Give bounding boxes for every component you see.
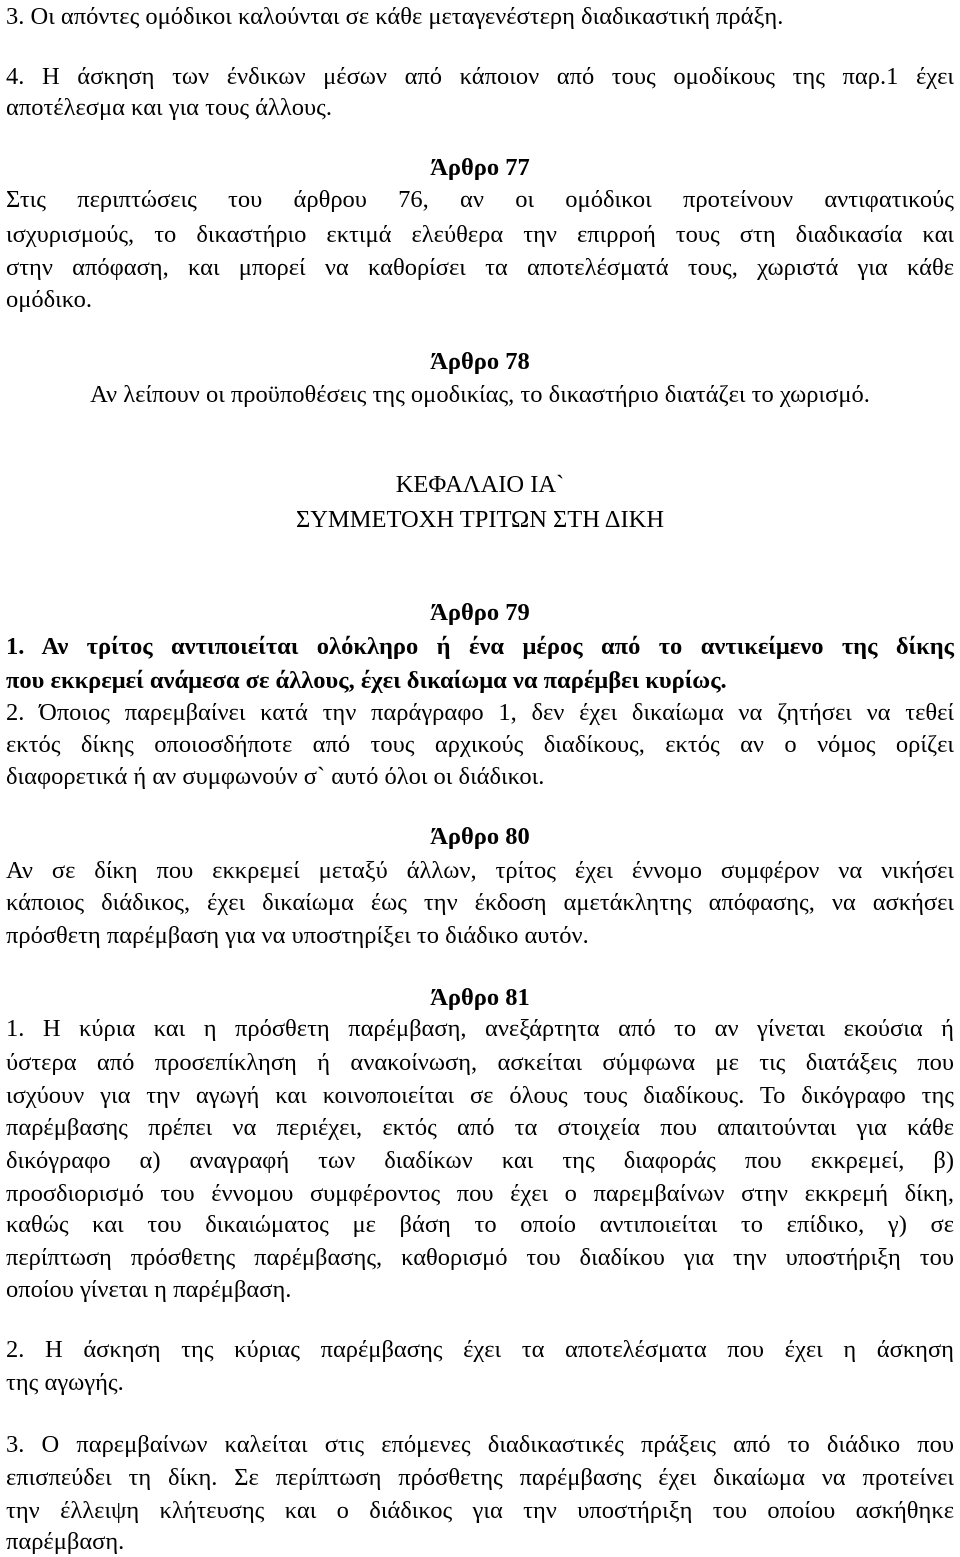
text-line: Αν σε δίκη που εκκρεμεί μεταξύ άλλων, τρίτος έχει έννομο συμφέρον να νικήσει: [6, 857, 954, 884]
article-heading: Άρθρο 80: [430, 823, 530, 850]
text-line: δικόγραφο α) αναγραφή των διαδίκων και της διαφοράς που εκκρεμεί, β): [6, 1147, 954, 1174]
text-line: ισχυρισμούς, το δικαστήριο εκτιμά ελεύθερα την επιρροή τους στη διαδικασία και: [6, 221, 954, 248]
text-line: οποίου γίνεται η παρέμβαση.: [6, 1276, 292, 1303]
text-line: την έλλειψη κλήτευσης και ο διάδικος για την υποστήριξη του οποίου ασκήθηκε: [6, 1497, 954, 1524]
text-line: της αγωγής.: [6, 1369, 124, 1396]
text-line: που εκκρεμεί ανάμεσα σε άλλους, έχει δικαίωμα να παρέμβει κυρίως.: [6, 667, 727, 694]
text-line: πρόσθετη παρέμβαση για να υποστηρίξει το διάδικο αυτόν.: [6, 922, 589, 949]
article-heading: Άρθρο 81: [430, 984, 530, 1011]
text-line: 3. Οι απόντες ομόδικοι καλούνται σε κάθε μεταγενέστερη διαδικαστική πράξη.: [6, 3, 784, 30]
text-line: 1. Αν τρίτος αντιποιείται ολόκληρο ή ένα μέρος από το αντικείμενο της δίκης: [6, 633, 954, 660]
text-line: 2. Η άσκηση της κύριας παρέμβασης έχει τα αποτελέσματα που έχει η άσκηση: [6, 1336, 954, 1363]
text-line: 4. Η άσκηση των ένδικων μέσων από κάποιον από τους ομοδίκους της παρ.1 έχει: [6, 63, 954, 90]
text-line: καθώς και του δικαιώματος με βάση το οποίο αντιποιείται το επίδικο, γ) σε: [6, 1211, 954, 1238]
chapter-heading: ΚΕΦΑΛΑΙΟ ΙΑ`: [395, 471, 565, 498]
text-line: στην απόφαση, και μπορεί να καθορίσει τα αποτελέσματά τους, χωριστά για κάθε: [6, 254, 954, 281]
text-line: 1. Η κύρια και η πρόσθετη παρέμβαση, ανεξάρτητα από το αν γίνεται εκούσια ή: [6, 1015, 954, 1042]
text-line: παρέμβασης πρέπει να περιέχει, εκτός από τα στοιχεία που απαιτούνται για κάθε: [6, 1114, 954, 1141]
article-heading: Άρθρο 78: [430, 348, 530, 375]
article-heading: Άρθρο 77: [430, 154, 530, 181]
text-line: Στις περιπτώσεις του άρθρου 76, αν οι ομόδικοι προτείνουν αντιφατικούς: [6, 186, 954, 213]
text-line: παρέμβαση.: [6, 1528, 125, 1555]
chapter-title: ΣΥΜΜΕΤΟΧΗ ΤΡΙΤΩΝ ΣΤΗ ΔΙΚΗ: [295, 506, 665, 533]
text-line: επισπεύδει τη δίκη. Σε περίπτωση πρόσθετης παρέμβασης έχει δικαίωμα να προτείνει: [6, 1464, 954, 1491]
text-line: ισχύουν για την αγωγή και κοινοποιείται σε όλους τους διαδίκους. Το δικόγραφο της: [6, 1082, 954, 1109]
text-line: διαφορετικά ή αν συμφωνούν σ` αυτό όλοι οι διάδικοι.: [6, 763, 545, 790]
text-line: εκτός δίκης οποιοσδήποτε από τους αρχικούς διαδίκους, εκτός αν ο νόμος ορίζει: [6, 731, 954, 758]
text-line: 2. Όποιος παρεμβαίνει κατά την παράγραφο 1, δεν έχει δικαίωμα να ζητήσει να τεθεί: [6, 699, 954, 726]
text-line: περίπτωση πρόσθετης παρέμβασης, καθορισμό του διαδίκου για την υποστήριξη του: [6, 1244, 954, 1271]
text-line: κάποιος διάδικος, έχει δικαίωμα έως την έκδοση αμετάκλητης απόφασης, να ασκήσει: [6, 889, 954, 916]
article-heading: Άρθρο 79: [430, 599, 530, 626]
text-line: ομόδικο.: [6, 286, 92, 313]
text-line: αποτέλεσμα και για τους άλλους.: [6, 94, 332, 121]
text-line: 3. Ο παρεμβαίνων καλείται στις επόμενες διαδικαστικές πράξεις από το διάδικο που: [6, 1431, 954, 1458]
text-line: ύστερα από προσεπίκληση ή ανακοίνωση, ασκείται σύμφωνα με τις διατάξεις που: [6, 1049, 954, 1076]
text-line: Αν λείπουν οι προϋποθέσεις της ομοδικίας, το δικαστήριο διατάζει το χωρισμό.: [90, 381, 870, 408]
text-line: προσδιορισμό του έννομου συμφέροντος που έχει ο παρεμβαίνων στην εκκρεμή δίκη,: [6, 1180, 954, 1207]
